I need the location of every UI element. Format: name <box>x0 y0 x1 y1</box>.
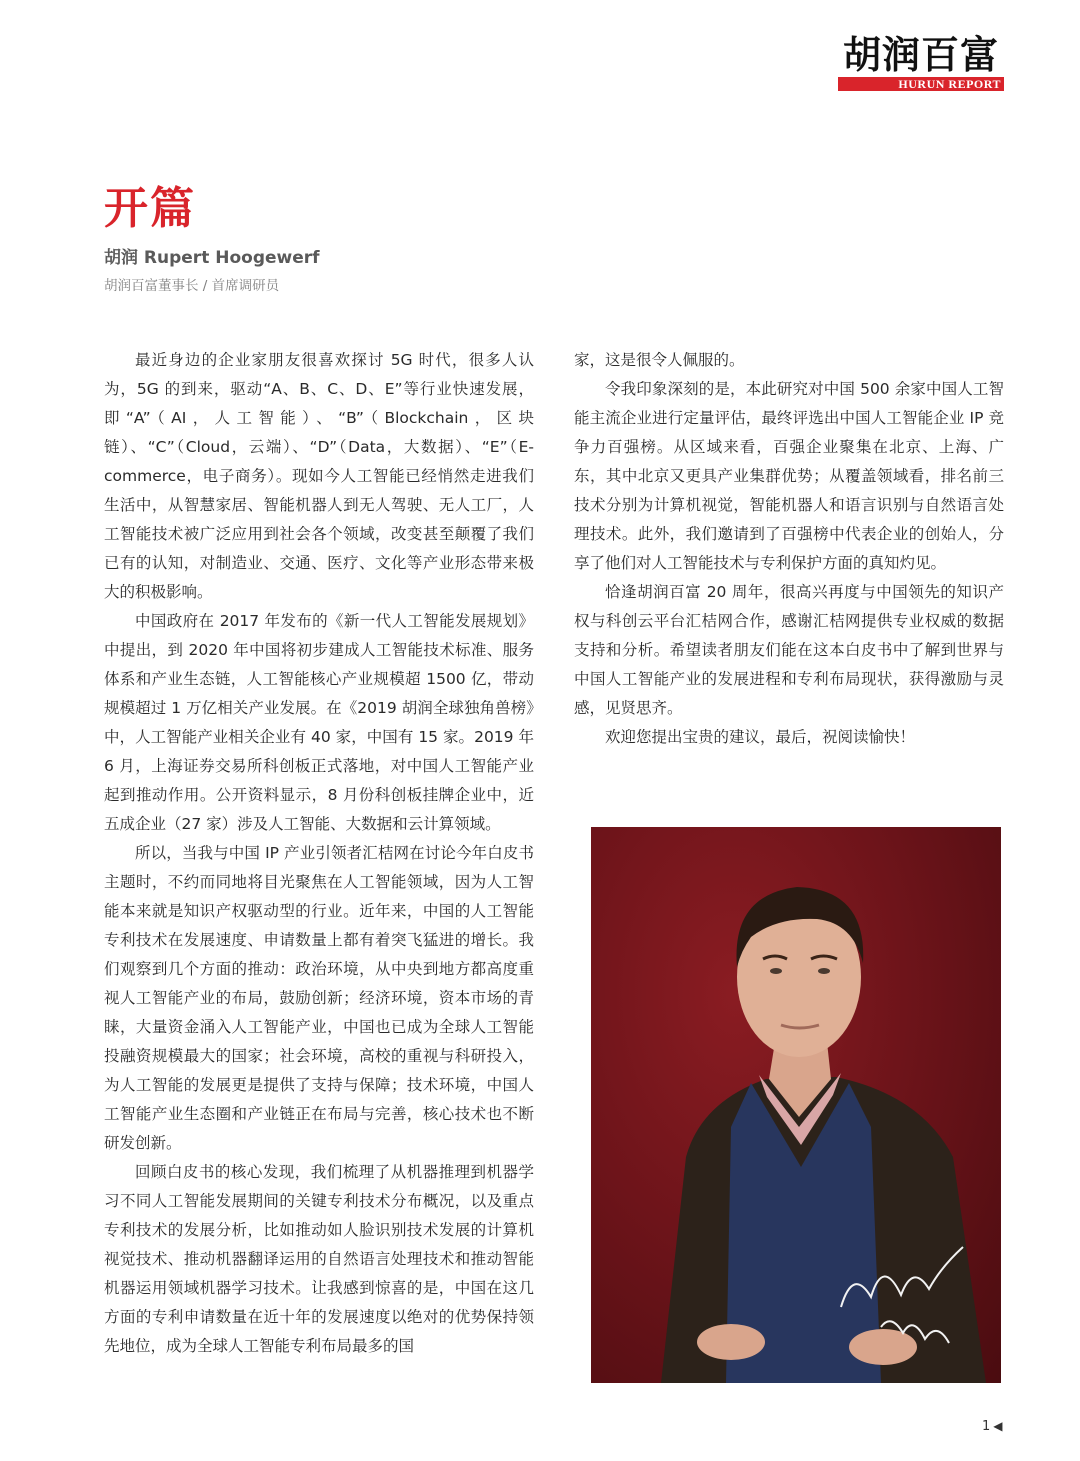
logo-red-bar <box>838 77 1004 91</box>
left-column <box>104 346 534 1361</box>
paragraph: 最近身边的企业家朋友很喜欢探讨 5G 时代，很多人认为，5G 的到来，驱动“A、B、C、D、E”等行业快速发展，即“A”（AI，人工智能）、“B”（Blockchain，区块链）、“C”（Cloud，云端）、“D”（Data，大数据）、“E”（E-commerce，电子商务）。现如今人工智能已经悄然走进我们生活中，从智慧家居、智能机器人到无人驾驶、无人工厂，人工智能技术被广泛应用到社会各个领域，改变甚至颠覆了我们已有的认知，对制造业、交通、医疗、文化等产业形态带来极大的积极影响。 <box>104 351 534 601</box>
page-title: 开篇 <box>104 183 196 234</box>
right-column <box>574 346 1004 752</box>
paragraph-continuation: 家，这是很令人佩服的。 <box>574 351 745 369</box>
paragraph: 回顾白皮书的核心发现，我们梳理了从机器推理到机器学习不同人工智能发展期间的关键专利技术分布概况，以及重点专利技术的发展分析，比如推动如人脸识别技术发展的计算机视觉技术、推动机器翻译运用的自然语言处理技术和推动智能机器运用领域机器学习技术。让我感到惊喜的是，中国在这几方面的专利申请数量在近十年的发展速度以绝对的优势保持领先地位，成为全球人工智能专利布局最多的国 <box>104 1163 534 1355</box>
page-number-value: 1 <box>982 1419 991 1434</box>
page-number <box>982 1419 1003 1434</box>
author-role: 胡润百富董事长 / 首席调研员 <box>104 278 280 294</box>
paragraph: 令我印象深刻的是，本此研究对中国 500 余家中国人工智能主流企业进行定量评估，最终评选出中国人工智能企业 IP 竞争力百强榜。从区域来看，百强企业聚集在北京、上海、广东，其中北京又更具产业集群优势；从覆盖领域看，排名前三技术分别为计算机视觉，智能机器人和语言识别与自然语言处理技术。此外，我们邀请到了百强榜中代表企业的创始人，分享了他们对人工智能技术与专利保护方面的真知灼见。 <box>574 380 1004 572</box>
paragraph: 恰逢胡润百富 20 周年，很高兴再度与中国领先的知识产权与科创云平台汇桔网合作，感谢汇桔网提供专业权威的数据支持和分析。希望读者朋友们能在这本白皮书中了解到世界与中国人工智能产业的发展进程和专利布局现状，获得激励与灵感，见贤思齐。 <box>574 583 1004 717</box>
author-portrait <box>591 827 1001 1383</box>
author-name: 胡润 Rupert Hoogewerf <box>104 248 320 268</box>
logo-chinese: 胡润百富 <box>842 32 999 77</box>
page-arrow-icon: ◀ <box>993 1419 1003 1433</box>
paragraph: 中国政府在 2017 年发布的《新一代人工智能发展规划》中提出，到 2020 年中国将初步建成人工智能技术标准、服务体系和产业生态链，人工智能核心产业规模超 1500 亿，带动规模超过 1 万亿相关产业发展。在《2019 胡润全球独角兽榜》中，人工智能产业相关企业有 40 家，中国有 15 家。2019 年 6 月，上海证券交易所科创板正式落地，对中国人工智能产业起到推动作用。公开资料显示，8 月份科创板挂牌企业中，近五成企业（27 家）涉及人工智能、大数据和云计算领域。 <box>104 612 534 833</box>
portrait-illustration <box>591 827 1001 1383</box>
hurun-logo <box>838 34 1004 91</box>
paragraph: 欢迎您提出宝贵的建议，最后，祝阅读愉快！ <box>605 728 916 746</box>
logo-english: HURUN REPORT <box>898 77 1001 91</box>
paragraph: 所以，当我与中国 IP 产业引领者汇桔网在讨论今年白皮书主题时，不约而同地将目光聚焦在人工智能领域，因为人工智能本来就是知识产权驱动型的行业。近年来，中国的人工智能专利技术在发展速度、申请数量上都有着突飞猛进的增长。我们观察到几个方面的推动：政治环境，从中央到地方都高度重视人工智能产业的布局，鼓励创新；经济环境，资本市场的青睐，大量资金涌入人工智能产业，中国也已成为全球人工智能投融资规模最大的国家；社会环境，高校的重视与科研投入，为人工智能的发展更是提供了支持与保障；技术环境，中国人工智能产业生态圈和产业链正在布局与完善，核心技术也不断研发创新。 <box>104 844 534 1152</box>
